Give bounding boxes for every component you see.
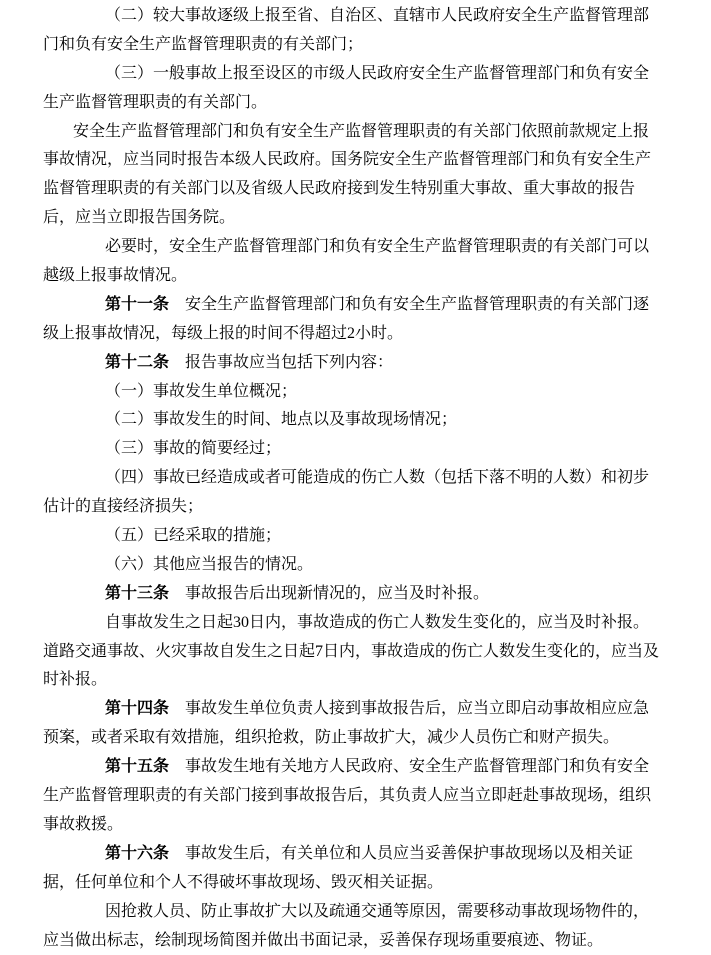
text-run: 安全生产监督管理部门和负有安全生产监督管理职责的有关部门逐	[169, 296, 649, 313]
text-line	[43, 666, 711, 695]
text-run: 事故发生地有关地方人民政府、安全生产监督管理部门和负有安全	[169, 758, 649, 775]
article-number: 第十三条	[105, 585, 169, 602]
text-run: 后，应当立即报告国务院。	[43, 209, 235, 226]
text-line	[43, 609, 711, 638]
text-run: 事故情况，应当同时报告本级人民政府。国务院安全生产监督管理部门和负有安全生产	[43, 151, 651, 168]
text-run: 级上报事故情况，每级上报的时间不得超过2小时。	[43, 325, 403, 342]
text-line	[43, 60, 711, 89]
text-line	[43, 840, 711, 869]
text-run: 自事故发生之日起30日内，事故造成的伤亡人数发生变化的，应当及时补报。	[105, 614, 649, 631]
text-line	[43, 638, 711, 667]
article-11	[43, 291, 711, 349]
text-run: 因抢救人员、防止事故扩大以及疏通交通等原因，需要移动事故现场物件的，	[105, 903, 649, 920]
clause-list-item-3	[43, 60, 711, 118]
text-run: （一）事故发生单位概况；	[105, 383, 297, 400]
text-line	[43, 753, 711, 782]
text-line	[43, 175, 711, 204]
text-run: 门和负有安全生产监督管理职责的有关部门；	[43, 36, 363, 53]
text-run: 事故发生单位负责人接到事故报告后，应当立即启动事故相应应急	[169, 700, 649, 717]
text-line	[43, 406, 711, 435]
text-line	[43, 262, 711, 291]
text-line	[43, 464, 711, 493]
report-content-item-4	[43, 464, 711, 522]
article-13	[43, 580, 711, 609]
text-run: （五）已经采取的措施；	[105, 527, 281, 544]
text-line	[43, 522, 711, 551]
report-content-item-1	[43, 378, 711, 407]
text-line	[43, 146, 711, 175]
text-line	[43, 869, 711, 898]
paragraph-supplementary-report	[43, 609, 711, 696]
text-run: 据，任何单位和个人不得破坏事故现场、毁灭相关证据。	[43, 874, 443, 891]
article-16	[43, 840, 711, 898]
text-line	[43, 320, 711, 349]
text-run: 预案，或者采取有效措施，组织抢救，防止事故扩大，减少人员伤亡和财产损失。	[43, 729, 619, 746]
text-line	[43, 695, 711, 724]
text-run: 必要时，安全生产监督管理部门和负有安全生产监督管理职责的有关部门可以	[105, 238, 649, 255]
text-line	[43, 233, 711, 262]
text-run: 生产监督管理职责的有关部门。	[43, 94, 267, 111]
text-run: （四）事故已经造成或者可能造成的伤亡人数（包括下落不明的人数）和初步	[105, 469, 649, 486]
report-content-item-2	[43, 406, 711, 435]
text-run: 时补报。	[43, 671, 107, 688]
text-line	[43, 493, 711, 522]
text-line	[43, 349, 711, 378]
article-number: 第十四条	[105, 700, 169, 717]
text-line	[43, 435, 711, 464]
text-run: （二）事故发生的时间、地点以及事故现场情况；	[105, 411, 457, 428]
text-line	[43, 291, 711, 320]
text-run: （三）一般事故上报至设区的市级人民政府安全生产监督管理部门和负有安全	[105, 65, 649, 82]
text-line	[43, 811, 711, 840]
text-run: 越级上报事故情况。	[43, 267, 187, 284]
text-line	[43, 31, 711, 60]
text-run: 报告事故应当包括下列内容：	[169, 354, 393, 371]
paragraph-skip-level-report	[43, 233, 711, 291]
text-run: 事故发生后，有关单位和人员应当妥善保护事故现场以及相关证	[169, 845, 633, 862]
text-line	[43, 898, 711, 927]
text-line	[43, 118, 711, 147]
text-line	[43, 782, 711, 811]
text-run: （六）其他应当报告的情况。	[105, 556, 313, 573]
text-line	[43, 724, 711, 753]
text-run: （三）事故的简要经过；	[105, 440, 281, 457]
paragraph-report-to-government	[43, 118, 711, 234]
text-run: 道路交通事故、火灾事故自发生之日起7日内，事故造成的伤亡人数发生变化的，应当及	[43, 643, 659, 660]
text-run: 应当做出标志，绘制现场简图并做出书面记录，妥善保存现场重要痕迹、物证。	[43, 932, 603, 949]
report-content-item-6	[43, 551, 711, 580]
article-15	[43, 753, 711, 840]
report-content-item-5	[43, 522, 711, 551]
article-number: 第十六条	[105, 845, 169, 862]
text-line	[43, 580, 711, 609]
text-run: 安全生产监督管理部门和负有安全生产监督管理职责的有关部门依照前款规定上报	[73, 123, 649, 140]
text-line	[43, 378, 711, 407]
text-run: 监督管理职责的有关部门以及省级人民政府接到发生特别重大事故、重大事故的报告	[43, 180, 635, 197]
article-number: 第十一条	[105, 296, 169, 313]
text-run: 事故报告后出现新情况的，应当及时补报。	[169, 585, 489, 602]
text-run: （二）较大事故逐级上报至省、自治区、直辖市人民政府安全生产监督管理部	[105, 7, 649, 24]
text-run: 事故救援。	[43, 816, 123, 833]
text-run: 生产监督管理职责的有关部门接到事故报告后，其负责人应当立即赶赴事故现场，组织	[43, 787, 651, 804]
text-run: 估计的直接经济损失；	[43, 498, 203, 515]
text-line	[43, 2, 711, 31]
clause-list-item-2	[43, 2, 711, 60]
text-line	[43, 551, 711, 580]
article-14	[43, 695, 711, 753]
text-line	[43, 89, 711, 118]
article-number: 第十二条	[105, 354, 169, 371]
report-content-item-3	[43, 435, 711, 464]
article-12	[43, 349, 711, 378]
text-line	[43, 204, 711, 233]
article-number: 第十五条	[105, 758, 169, 775]
paragraph-moving-scene-objects	[43, 898, 711, 955]
